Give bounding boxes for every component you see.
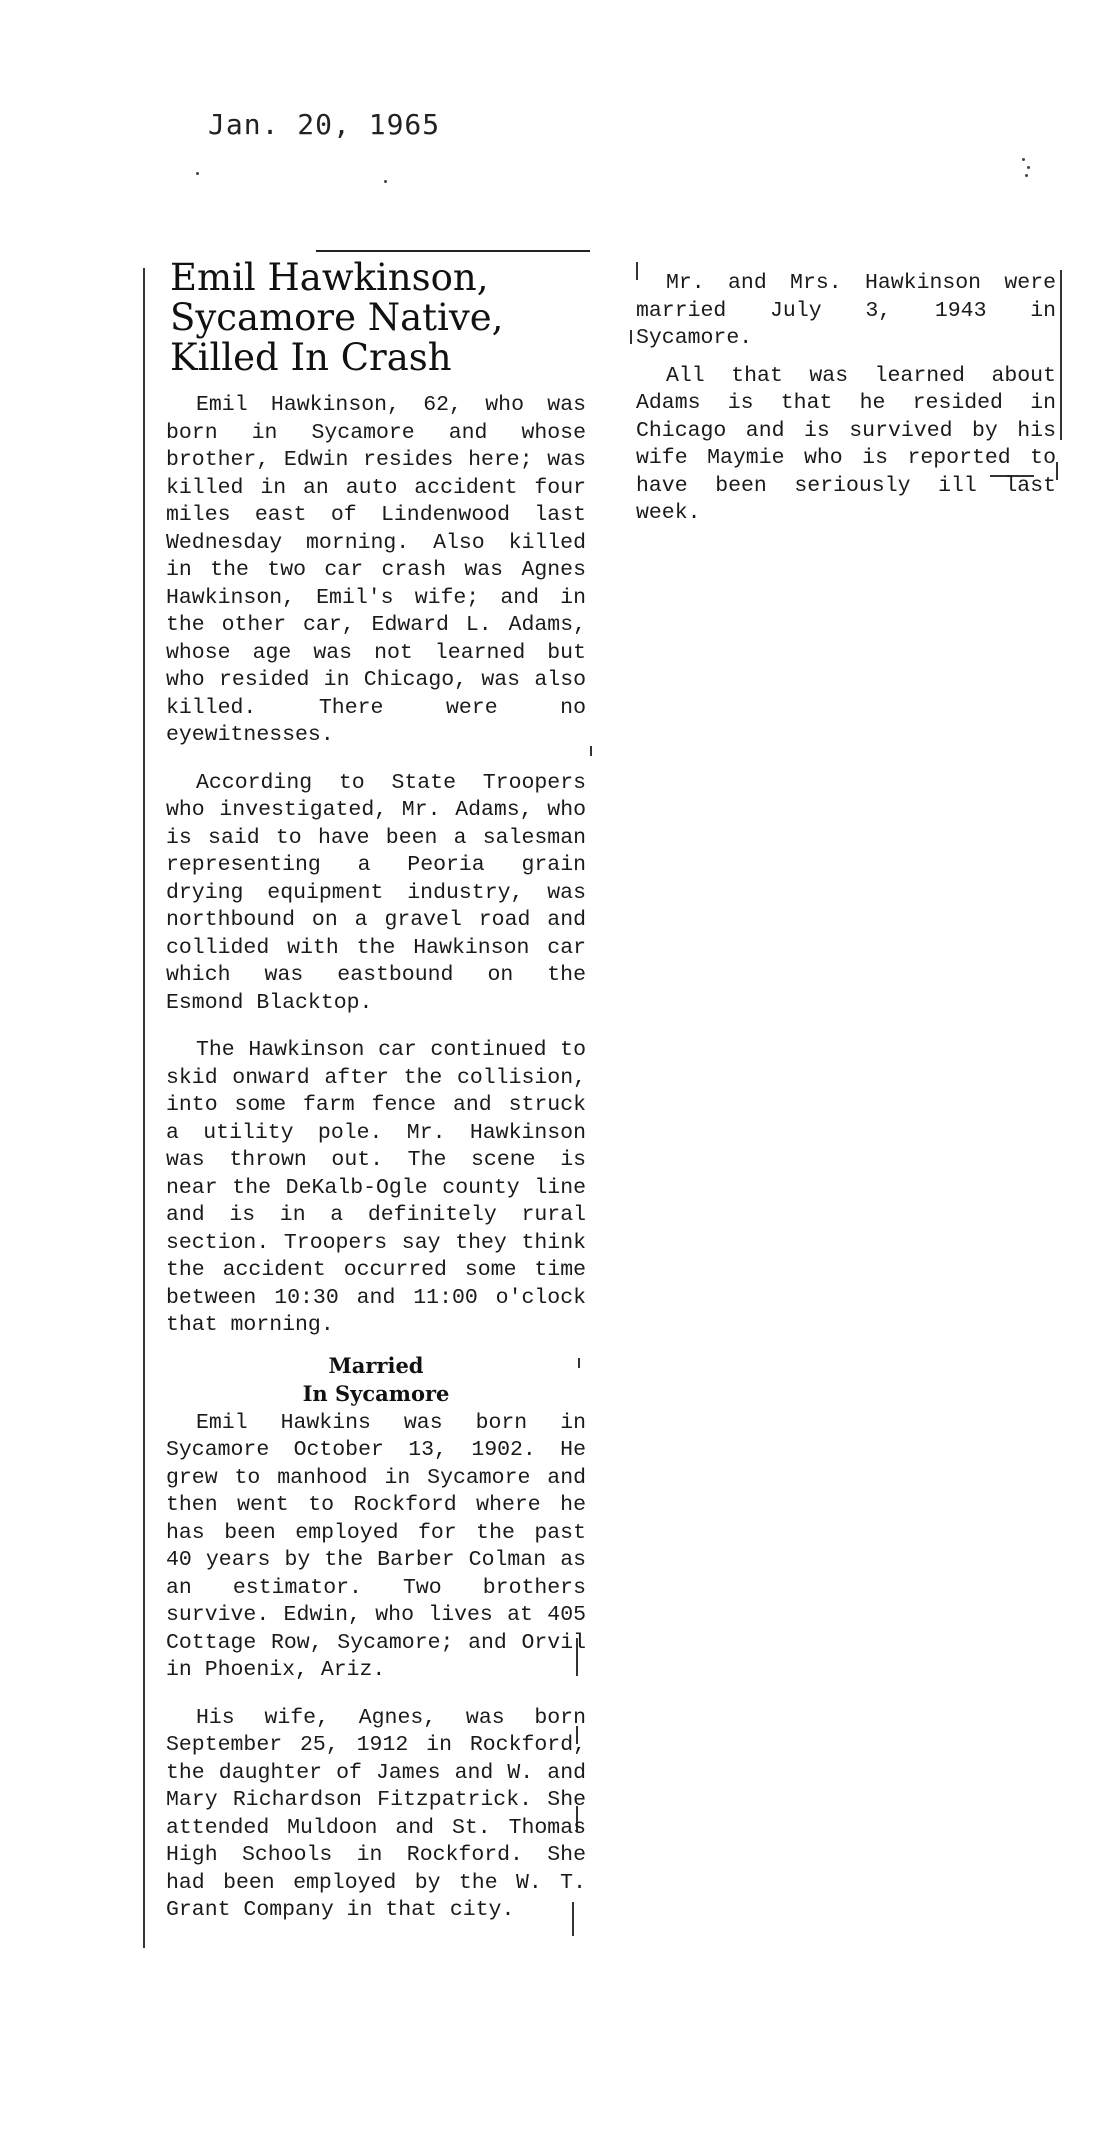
headline-line: Emil Hawkinson, — [170, 256, 489, 299]
scan-speck — [196, 172, 199, 175]
headline-line: Killed In Crash — [170, 336, 452, 379]
subheading — [166, 1352, 586, 1408]
article-paragraph: Emil Hawkinson, 62, who was born in Sycamore and whose brother, Edwin resides here; was killed in an auto accident four miles east of Lindenwood last Wednesday morning. Also killed in the two car crash was Agnes Hawkinson, Emil's wife; and in the other car, Edward L. Adams, whose age was not learned but who resided in Chicago, was also killed. There were no eyewitnesses. — [166, 393, 586, 747]
headline — [170, 258, 610, 378]
article-paragraph: All that was learned about Adams is that he resided in Chicago and is survived by his wife Maymie who is reported to have been seriously ill last week. — [636, 363, 1056, 525]
headline-line: Sycamore Native, — [170, 296, 504, 339]
article-paragraph: His wife, Agnes, was born September 25, 1912 in Rockford, the daughter of James and W. and Mary Richardson Fitzpatrick. She attended Muldoon and St. Thomas High Schools in Rockford. She had been employed by the W. T. Grant Company in that city. — [166, 1705, 586, 1922]
subheading-line: In Sycamore — [302, 1380, 450, 1406]
subheading-line: Married — [328, 1352, 424, 1378]
article-paragraph: The Hawkinson car continued to skid onward after the collision, into some farm fence and struck a utility pole. Mr. Hawkinson was thrown out. The scene is near the DeKalb-Ogle county line and is in a definitely rural section. Troopers say they think the accident occurred some time between 10:30 and 11:00 o'clock that morning. — [166, 1038, 586, 1337]
article-paragraph: Mr. and Mrs. Hawkinson were married July 3, 1943 in Sycamore. — [636, 271, 1056, 350]
article-paragraph: Emil Hawkins was born in Sycamore October 13, 1902. He grew to manhood in Sycamore and then went to Rockford where he has been employed for the past 40 years by the Barber Colman as an estimator. Two brothers survive. Edwin, who lives at 405 Cottage Row, Sycamore; and Orvil in Phoenix, Ariz. — [166, 1410, 586, 1682]
article-column-right — [636, 270, 1056, 528]
article-column-left — [166, 392, 586, 1925]
scan-speck — [1022, 158, 1025, 161]
scan-speck — [384, 180, 387, 183]
column-left-rule — [143, 268, 145, 1948]
article-paragraph: According to State Troopers who investigated, Mr. Adams, who is said to have been a salesman representing a Peoria grain drying equipment industry, was northbound on a gravel road and collided with the Hawkinson car which was eastbound on the Esmond Blacktop. — [166, 770, 586, 1015]
scan-mark — [590, 746, 592, 756]
column-top-rule — [316, 250, 590, 252]
scan-mark — [1056, 462, 1058, 480]
column-right-rule — [1060, 270, 1062, 440]
scan-speck — [1025, 174, 1028, 177]
scan-mark — [630, 330, 632, 344]
clipping-date: Jan. 20, 1965 — [208, 108, 441, 141]
scan-speck — [1027, 166, 1030, 169]
